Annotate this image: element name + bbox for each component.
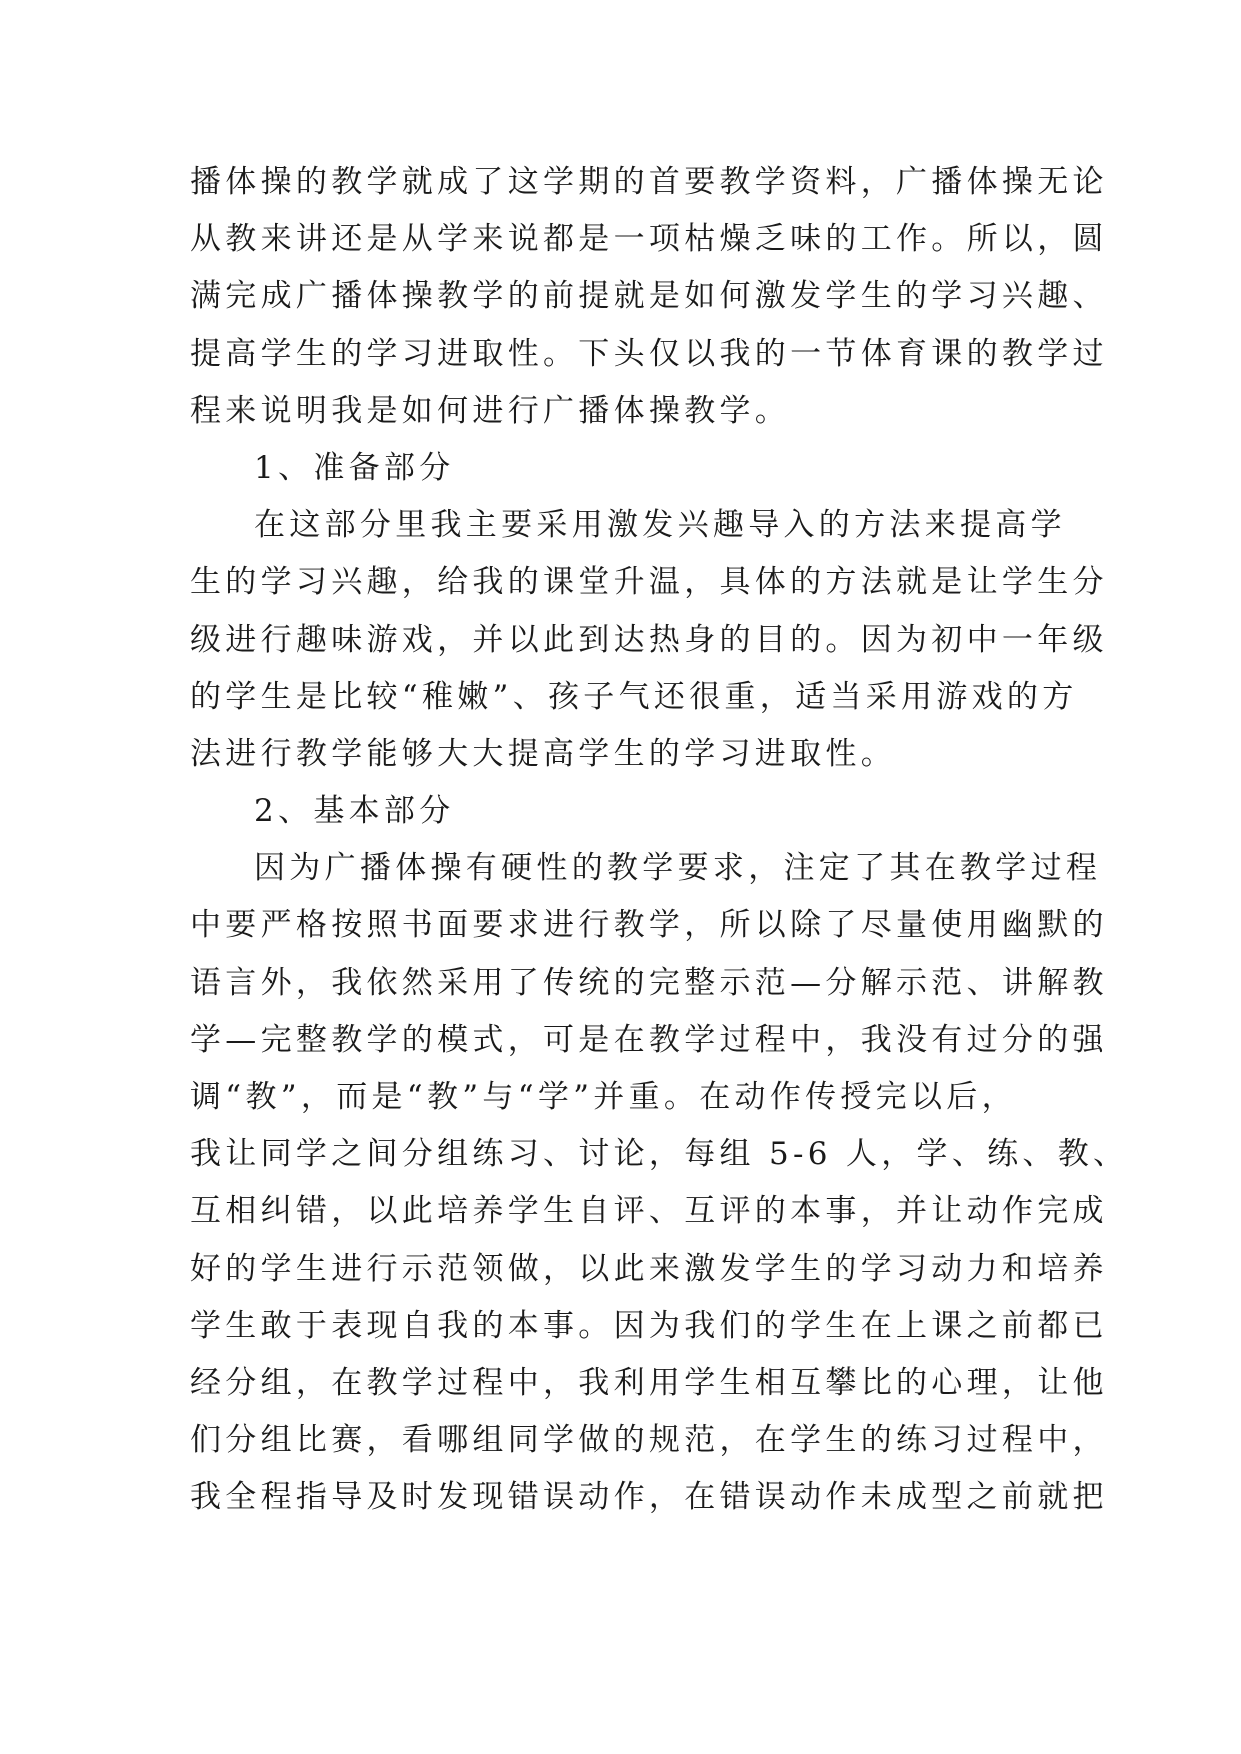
text-line: 我全程指导及时发现错误动作，在错误动作未成型之前就把 [190,1479,1108,1516]
text-line: 学—完整教学的模式，可是在教学过程中，我没有过分的强 [190,1021,1108,1058]
text-line: 们分组比赛，看哪组同学做的规范，在学生的练习过程中， [190,1422,1108,1459]
text-line: 满完成广播体操教学的前提就是如何激发学生的学习兴趣、 [190,278,1108,315]
text-line: 生的学习兴趣，给我的课堂升温，具体的方法就是让学生分 [190,564,1108,601]
text-line: 互相纠错，以此培养学生自评、互评的本事，并让动作完成 [190,1193,1108,1230]
text-line: 法进行教学能够大大提高学生的学习进取性。 [190,735,896,772]
paragraph-first-line: 2、基本部分 [254,793,455,830]
text-line: 级进行趣味游戏，并以此到达热身的目的。因为初中一年级 [190,621,1108,658]
text-line: 中要严格按照书面要求进行教学，所以除了尽量使用幽默的 [190,907,1108,944]
text-line: 播体操的教学就成了这学期的首要教学资料，广播体操无论 [190,164,1108,200]
paragraph-first-line: 1、准备部分 [254,449,455,486]
text-line: 学生敢于表现自我的本事。因为我们的学生在上课之前都已 [190,1307,1108,1344]
document-body [190,154,1129,1527]
text-line: 的学生是比较“稚嫩”、孩子气还很重，适当采用游戏的方 [190,678,1078,715]
paragraph-first-line: 在这部分里我主要采用激发兴趣导入的方法来提高学 [254,507,1066,544]
paragraph-first-line: 因为广播体操有硬性的教学要求，注定了其在教学过程 [254,850,1102,887]
text-line: 好的学生进行示范领做，以此来激发学生的学习动力和培养 [190,1250,1108,1287]
text-line: 经分组，在教学过程中，我利用学生相互攀比的心理，让他 [190,1364,1108,1401]
text-line: 语言外，我依然采用了传统的完整示范—分解示范、讲解教 [190,964,1108,1001]
text-line: 我让同学之间分组练习、讨论，每组 5-6 人，学、练、教、 [190,1136,1129,1173]
text-line: 提高学生的学习进取性。下头仅以我的一节体育课的教学过 [190,335,1108,372]
text-line: 调“教”，而是“教”与“学”并重。在动作传授完以后， [190,1079,1017,1115]
text-line: 从教来讲还是从学来说都是一项枯燥乏味的工作。所以，圆 [190,221,1108,258]
text-line: 程来说明我是如何进行广播体操教学。 [190,392,791,429]
